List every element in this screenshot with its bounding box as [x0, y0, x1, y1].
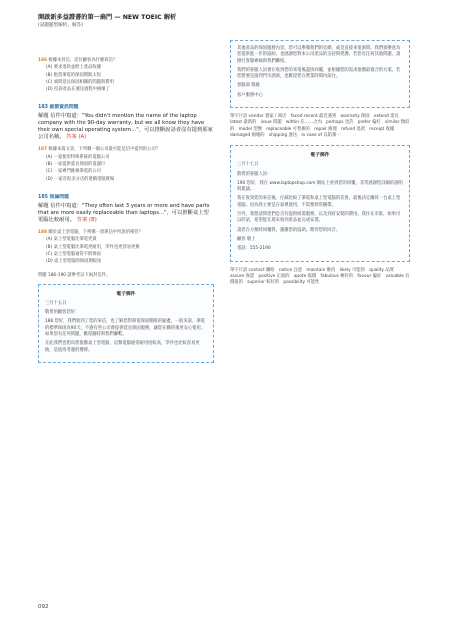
option-a: (A) 桌上型電腦比筆電更貴 — [46, 237, 97, 243]
option-c: (C) 桌上型電腦通常不附保固 — [46, 251, 101, 257]
page-number: 092 — [38, 604, 49, 610]
running-header — [38, 12, 418, 28]
question-number: 188 — [38, 229, 47, 235]
passage-intro: 問題 186-190 請參考以下兩封信件。 — [38, 273, 111, 279]
letter-paragraph-3: 另外，我想請問您們是否有提供組裝服務，以及到府安裝的費用。我住在市區，如果可以的話，希望能在週末收到產品並完成安裝。 — [237, 212, 401, 224]
question-text: 根據本封信，這位顧客為什麼寫信？ — [48, 58, 118, 63]
option-d: (D) 桌上型電腦的保固期較短 — [46, 259, 102, 265]
section-heading-inference: 185 推論問題 — [38, 194, 69, 200]
left-column — [38, 58, 214, 363]
running-header-subtitle: (試題題型解析、解答) — [38, 23, 83, 28]
letter-paragraph-1: 190 您好，我在 www.laptopshop.com 網站上看到您的回覆，非常感謝您詳細的說明與建議。 — [237, 180, 403, 193]
letter-date: 三月十七日 — [237, 162, 259, 168]
vocabulary-2: 單字片語 contact 聯絡 notice 注意 maintain 維持 likely 可能的 quality 品質 assure 保證 positive 正面的 quote 報價 fabulous 極好的 favour 偏好 valuable 有價值的 superior 較好的 possibility 可能性 — [230, 267, 410, 286]
question-188 — [38, 230, 214, 265]
letter-signature: 顧客 敬上 — [237, 236, 256, 242]
option-b: (B) 桌上型電腦比筆電更耐用，零件也更容易更換 — [46, 244, 140, 250]
question-number: 187 — [38, 147, 47, 153]
option-c: (C) 詢問延長保固相關的問題與費用 — [46, 79, 114, 85]
explanation-text: 解題 信件中寫道："You didn't mention the name of the laptop company with the 90-day warranty, but we all know they have their own special operating system..."，可以推斷說話者沒有提到那家公司名稱。 — [38, 113, 213, 141]
option-b: (B) 一家提供延長保固的電器行 — [46, 162, 106, 168]
continued-text: 其他產品的保固服務內容，您可以參閱我們的官網，或是直接來電詢問。我們很樂意為您提供進一步的協助，也感謝您對本公司產品的支持與愛護。若您有任何其他問題，請撥打客服專線與我們聯絡。 — [237, 46, 401, 64]
letter-paragraph-2: 我在收到您的來信後，仔細比較了筆電和桌上型電腦的差異，最後決定購買一台桌上型電腦，因為我主要是在家裡使用，不需要經常攜帶。 — [237, 196, 401, 208]
letter-box-1 — [38, 284, 214, 363]
question-186 — [38, 58, 214, 93]
question-number: 186 — [38, 58, 47, 63]
letter-title: 電子郵件 — [310, 153, 330, 159]
letter-greeting: 敬愛的顧客您好： — [45, 310, 80, 316]
option-a: (A) 一家使用特殊系統的電腦公司 — [46, 154, 110, 160]
letter-box-2 — [230, 145, 410, 261]
question-187 — [38, 147, 214, 182]
option-c: (C) 一家專門維修筆電的公司 — [46, 169, 101, 175]
vocabulary-1: 單字片語 vendor 賣家 / 商店 faced recent 最近遇到 warranty 保固 extend 延長 latest 最新的 issue 問題 within 在……之內 perhaps 也許 prefer 偏好 similar 類似的 model 型號 replaceable 可替換的 repair 修理 refund 退款 receipt 收據 damaged 損壞的 shipping 運送 in case of 以防萬一 — [230, 114, 410, 138]
letter-box-continued — [230, 40, 410, 108]
explanation-185 — [38, 203, 214, 224]
signoff: 客服部 敬啟 — [237, 83, 260, 89]
explanation-text: 解題 信件中寫道："They often last 3 years or more and have parts that are more easily replaceable than laptops..."，可以推斷桌上型電腦比較耐用。 — [38, 202, 210, 223]
letter-greeting: 敬愛的客服人員： — [237, 171, 272, 177]
answer-label: 答案 (A) — [66, 134, 87, 141]
letter-title: 電子郵件 — [116, 291, 136, 297]
letter-body: 186 您好，我們收到了您的來信，也了解您對筆電保固期限的疑慮。一般來說，筆電的標準保固為90天，不過有些公司會提供延長保固服務，讓您在購買後更安心使用。如果您有任何問題，歡迎隨時與我們聯繫。 — [45, 319, 206, 337]
letter-date: 三月十五日 — [45, 300, 67, 306]
continued-text-2: 我們的客服人員會在收到您的來電後盡快回覆，並根據您的需求推薦最適合的方案。若您想要直接到門市諮詢，也歡迎您在營業時間內前往。 — [237, 67, 401, 80]
letter-body-2: 在此我們也想向您推薦桌上型電腦，這類電腦通常耐用度較高，零件也比較容易更換，是值得考慮的選擇。 — [45, 341, 200, 353]
explanation-183 — [38, 113, 214, 141]
option-a: (A) 要求退款並附上產品收據 — [46, 65, 101, 71]
option-b: (B) 抱怨筆電的保固期限太短 — [46, 72, 101, 78]
option-d: (D) 一家有很多分店的連鎖電腦賣場 — [46, 176, 115, 182]
letter-phone: 電話：555-2190 — [237, 246, 271, 252]
question-text: 根據本篇文章，下列哪一個公司最可能是信中提到的公司？ — [48, 147, 161, 153]
running-header-title: 開啟新多益證書的第一扇門 — NEW TOEIC 解析 — [38, 14, 177, 21]
right-column — [230, 40, 410, 286]
option-d: (D) 投訴產品在運送過程中損壞了 — [46, 87, 110, 93]
answer-label: 答案 (B) — [76, 216, 97, 223]
letter-paragraph-4: 請您在方便時回覆我，謝謝您的協助。期待您的回音。 — [237, 227, 341, 233]
section-heading-detail: 183 細節資訊問題 — [38, 105, 79, 111]
signoff-2: 客戶服務中心 — [237, 92, 263, 98]
question-text: 關於桌上型電腦，下列哪一項與信中所說的相符？ — [48, 229, 143, 235]
